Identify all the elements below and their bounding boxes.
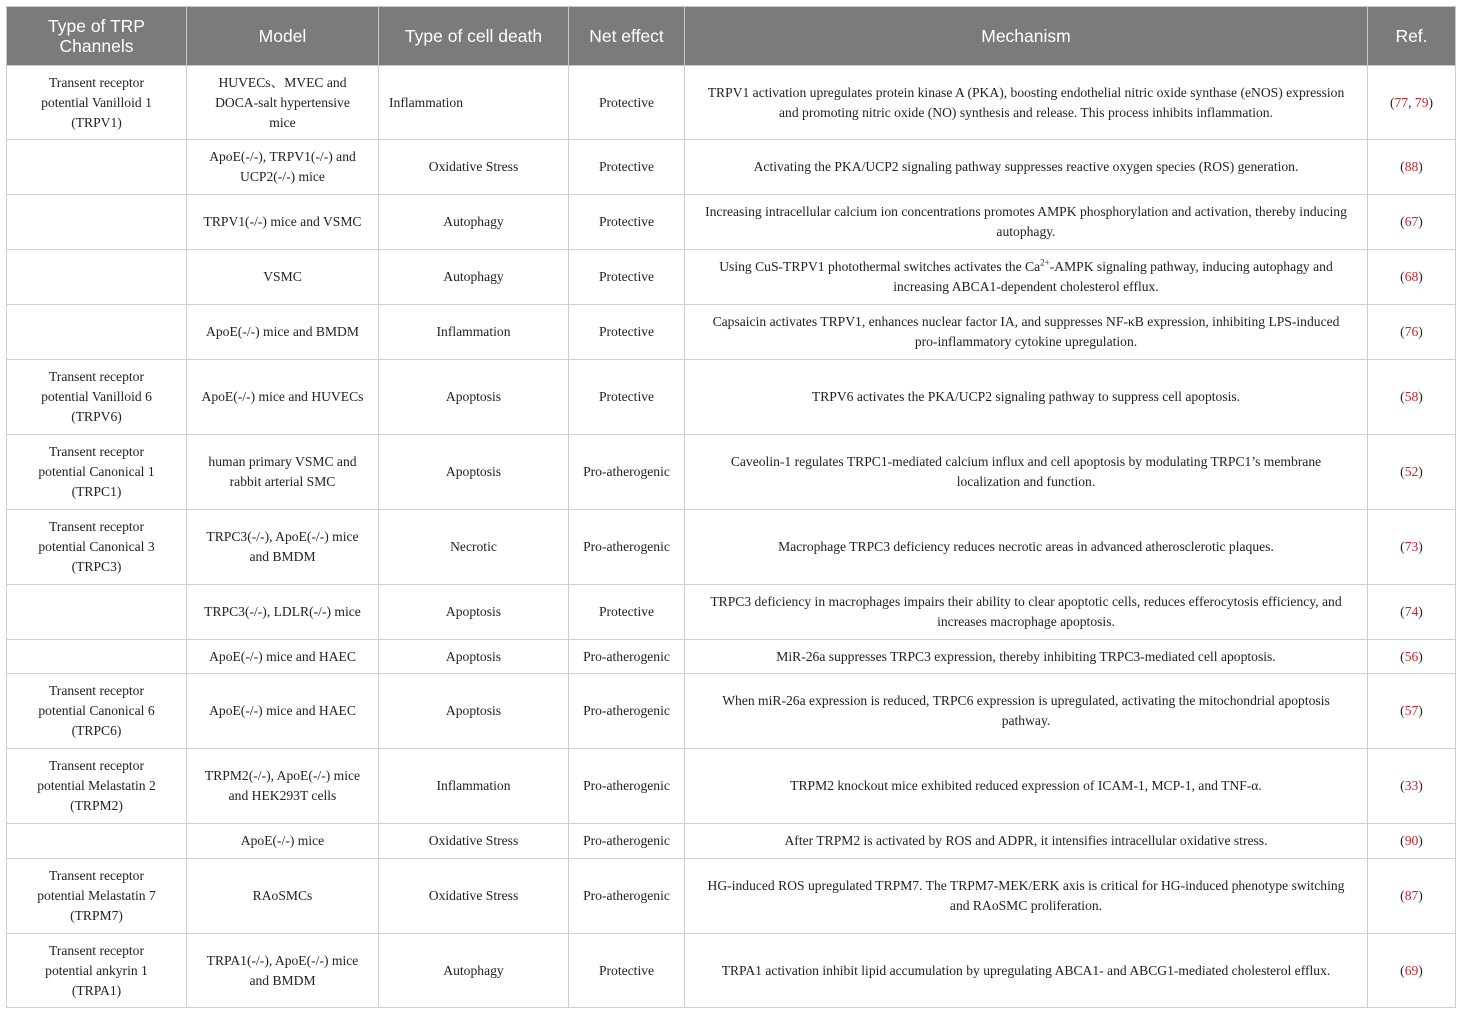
mechanism-text: Capsaicin activates TRPV1, enhances nuclear factor IA, and suppresses NF-κB expression, inhibiting LPS-induced pro-inflammatory cytokine upregulation. [712,314,1340,349]
channel-cell: Transent receptor potential ankyrin 1 (TRPA1) [7,934,187,1008]
model-cell: ApoE(-/-) mice and HAEC [187,640,379,674]
channel-cell [7,824,187,859]
net-effect-cell: Protective [569,140,685,195]
net-effect-cell: Pro-atherogenic [569,824,685,859]
mechanism-cell [685,749,1368,824]
mechanism-text: After TRPM2 is activated by ROS and ADPR, it intensifies intracellular oxidative stress. [784,833,1268,848]
net-effect-cell: Pro-atherogenic [569,640,685,674]
ref-link[interactable]: 33 [1404,778,1419,793]
net-effect-cell: Pro-atherogenic [569,674,685,749]
cell-death-cell: Oxidative Stress [379,859,569,934]
ref-link[interactable]: 69 [1404,962,1419,978]
ref-cell: (76) [1368,305,1456,360]
ref-cell: (52) [1368,435,1456,510]
mechanism-cell [685,435,1368,510]
ref-cell: (69) [1368,934,1456,1008]
channel-cell [7,305,187,360]
ref-cell: (67) [1368,195,1456,250]
trp-channels-table [6,6,1456,1008]
mechanism-cell [685,824,1368,859]
ref-link[interactable]: 88 [1404,159,1419,174]
table-row [7,140,1456,195]
mechanism-text: MiR-26a suppresses TRPC3 expression, thereby inhibiting TRPC3-mediated cell apoptosis. [776,648,1276,664]
superscript: 2+ [1040,257,1050,268]
table-body [7,66,1456,1008]
mechanism-cell [685,195,1368,250]
table-row [7,585,1456,640]
mechanism-text: When miR-26a expression is reduced, TRPC6 expression is upregulated, activating the mitochondrial apoptosis pathway. [722,693,1330,728]
ref-cell: (68) [1368,250,1456,305]
table-row [7,749,1456,824]
table-row [7,250,1456,305]
model-cell: TRPM2(-/-), ApoE(-/-) mice and HEK293T cells [187,749,379,824]
cell-death-cell: Necrotic [379,510,569,585]
model-cell: human primary VSMC and rabbit arterial SMC [187,435,379,510]
mechanism-cell [685,640,1368,674]
ref-cell: (87) [1368,859,1456,934]
net-effect-cell: Protective [569,250,685,305]
net-effect-cell: Protective [569,66,685,140]
mechanism-cell [685,360,1368,435]
ref-link[interactable]: 74 [1404,604,1419,619]
mechanism-text: Macrophage TRPC3 deficiency reduces necrotic areas in advanced atherosclerotic plaques. [778,539,1274,554]
header-row [7,7,1456,66]
cell-death-cell: Oxidative Stress [379,824,569,859]
ref-cell: (56) [1368,640,1456,674]
ref-cell: (73) [1368,510,1456,585]
model-cell: ApoE(-/-) mice and HUVECs [187,360,379,435]
mechanism-text: Increasing intracellular calcium ion concentrations promotes AMPK phosphorylation and activation, thereby inducing autophagy. [705,204,1347,239]
ref-link[interactable]: 76 [1404,324,1419,339]
cell-death-cell: Autophagy [379,195,569,250]
model-cell: RAoSMCs [187,859,379,934]
ref-cell: (77, 79) [1368,66,1456,140]
ref-link[interactable]: 52 [1404,464,1419,479]
ref-link[interactable]: 67 [1404,214,1419,229]
mechanism-text: TRPM2 knockout mice exhibited reduced expression of ICAM-1, MCP-1, and TNF-α. [790,778,1262,793]
model-cell: ApoE(-/-) mice [187,824,379,859]
mechanism-cell [685,859,1368,934]
header-channel: Type of TRP Channels [7,7,187,66]
table-row [7,195,1456,250]
channel-cell [7,250,187,305]
channel-cell [7,195,187,250]
mechanism-text: TRPV6 activates the PKA/UCP2 signaling pathway to suppress cell apoptosis. [811,389,1241,404]
mechanism-cell [685,305,1368,360]
channel-cell [7,140,187,195]
cell-death-cell: Apoptosis [379,360,569,435]
model-cell: ApoE(-/-), TRPV1(-/-) and UCP2(-/-) mice [187,140,379,195]
ref-cell: (57) [1368,674,1456,749]
mechanism-text: Activating the PKA/UCP2 signaling pathway suppresses reactive oxygen species (ROS) generation. [753,159,1299,174]
ref-link[interactable]: 57 [1404,703,1419,718]
net-effect-cell: Pro-atherogenic [569,749,685,824]
table-row [7,305,1456,360]
ref-link[interactable]: 56 [1404,648,1419,664]
channel-cell: Transent receptor potential Canonical 6 (TRPC6) [7,674,187,749]
ref-cell: (58) [1368,360,1456,435]
table-row [7,934,1456,1008]
mechanism-text: -AMPK signaling pathway, inducing autophagy and increasing ABCA1-dependent cholesterol efflux. [893,259,1333,294]
cell-death-cell: Apoptosis [379,435,569,510]
mechanism-cell [685,250,1368,305]
channel-cell: Transent receptor potential Canonical 3 (TRPC3) [7,510,187,585]
net-effect-cell: Pro-atherogenic [569,510,685,585]
table-row [7,824,1456,859]
channel-cell [7,585,187,640]
cell-death-cell: Inflammation [379,749,569,824]
mechanism-text: TRPV1 activation upregulates protein kinase A (PKA), boosting endothelial nitric oxide synthase (eNOS) expression and promoting nitric oxide (NO) synthesis and release. This process inhibits inflammation. [707,84,1345,120]
ref-link[interactable]: 68 [1404,269,1419,284]
table-row [7,640,1456,674]
cell-death-cell: Oxidative Stress [379,140,569,195]
model-cell: TRPV1(-/-) mice and VSMC [187,195,379,250]
net-effect-cell: Protective [569,195,685,250]
mechanism-cell [685,510,1368,585]
net-effect-cell: Protective [569,305,685,360]
ref-cell: (33) [1368,749,1456,824]
channel-cell: Transent receptor potential Vanilloid 6 (TRPV6) [7,360,187,435]
header-model: Model [187,7,379,66]
cell-death-cell: Apoptosis [379,585,569,640]
model-cell: ApoE(-/-) mice and BMDM [187,305,379,360]
model-cell: TRPC3(-/-), LDLR(-/-) mice [187,585,379,640]
model-cell: HUVECs、MVEC and DOCA-salt hypertensive mice [187,66,379,140]
net-effect-cell: Protective [569,585,685,640]
ref-link[interactable]: 73 [1404,539,1419,554]
cell-death-cell: Autophagy [379,250,569,305]
ref-cell: (74) [1368,585,1456,640]
mechanism-text: TRPC3 deficiency in macrophages impairs their ability to clear apoptotic cells, reduces efferocytosis efficiency, and increases macrophage apoptosis. [710,594,1342,629]
cell-death-cell: Inflammation [379,305,569,360]
channel-cell [7,640,187,674]
mechanism-cell [685,934,1368,1008]
cell-death-cell: Inflammation [379,66,569,140]
model-cell: VSMC [187,250,379,305]
cell-death-cell: Apoptosis [379,640,569,674]
model-cell: ApoE(-/-) mice and HAEC [187,674,379,749]
channel-cell: Transent receptor potential Canonical 1 (TRPC1) [7,435,187,510]
channel-cell: Transent receptor potential Vanilloid 1 (TRPV1) [7,66,187,140]
net-effect-cell: Protective [569,934,685,1008]
net-effect-cell: Protective [569,360,685,435]
mechanism-cell [685,585,1368,640]
ref-cell: (90) [1368,824,1456,859]
model-cell: TRPA1(-/-), ApoE(-/-) mice and BMDM [187,934,379,1008]
mechanism-text: Using CuS-TRPV1 photothermal switches activates the Ca [719,259,1041,274]
table-row [7,674,1456,749]
ref-cell: (88) [1368,140,1456,195]
ref-link[interactable]: 87 [1404,888,1419,903]
channel-cell: Transent receptor potential Melastatin 2 (TRPM2) [7,749,187,824]
table-row [7,435,1456,510]
table-row [7,360,1456,435]
table-row [7,510,1456,585]
header-cell-death: Type of cell death [379,7,569,66]
mechanism-text: HG-induced ROS upregulated TRPM7. The TRPM7-MEK/ERK axis is critical for HG-induced phenotype switching and RAoSMC proliferation. [707,878,1345,913]
mechanism-cell [685,140,1368,195]
mechanism-cell [685,674,1368,749]
channel-cell: Transent receptor potential Melastatin 7 (TRPM7) [7,859,187,934]
table-row [7,66,1456,140]
header-ref: Ref. [1368,7,1456,66]
model-cell: TRPC3(-/-), ApoE(-/-) mice and BMDM [187,510,379,585]
net-effect-cell: Pro-atherogenic [569,435,685,510]
ref-link[interactable]: 77 [1394,94,1409,110]
mechanism-cell [685,66,1368,140]
net-effect-cell: Pro-atherogenic [569,859,685,934]
mechanism-text: Caveolin-1 regulates TRPC1-mediated calcium influx and cell apoptosis by modulating TRPC1’s membrane localization and function. [730,454,1322,489]
ref-link[interactable]: 90 [1404,833,1419,848]
cell-death-cell: Autophagy [379,934,569,1008]
mechanism-text: TRPA1 activation inhibit lipid accumulation by upregulating ABCA1- and ABCG1-mediated cholesterol efflux. [721,962,1331,978]
cell-death-cell: Apoptosis [379,674,569,749]
ref-link[interactable]: 58 [1404,389,1419,404]
header-mechanism: Mechanism [685,7,1368,66]
ref-link[interactable]: 79 [1414,94,1429,110]
header-net-effect: Net effect [569,7,685,66]
table-row [7,859,1456,934]
